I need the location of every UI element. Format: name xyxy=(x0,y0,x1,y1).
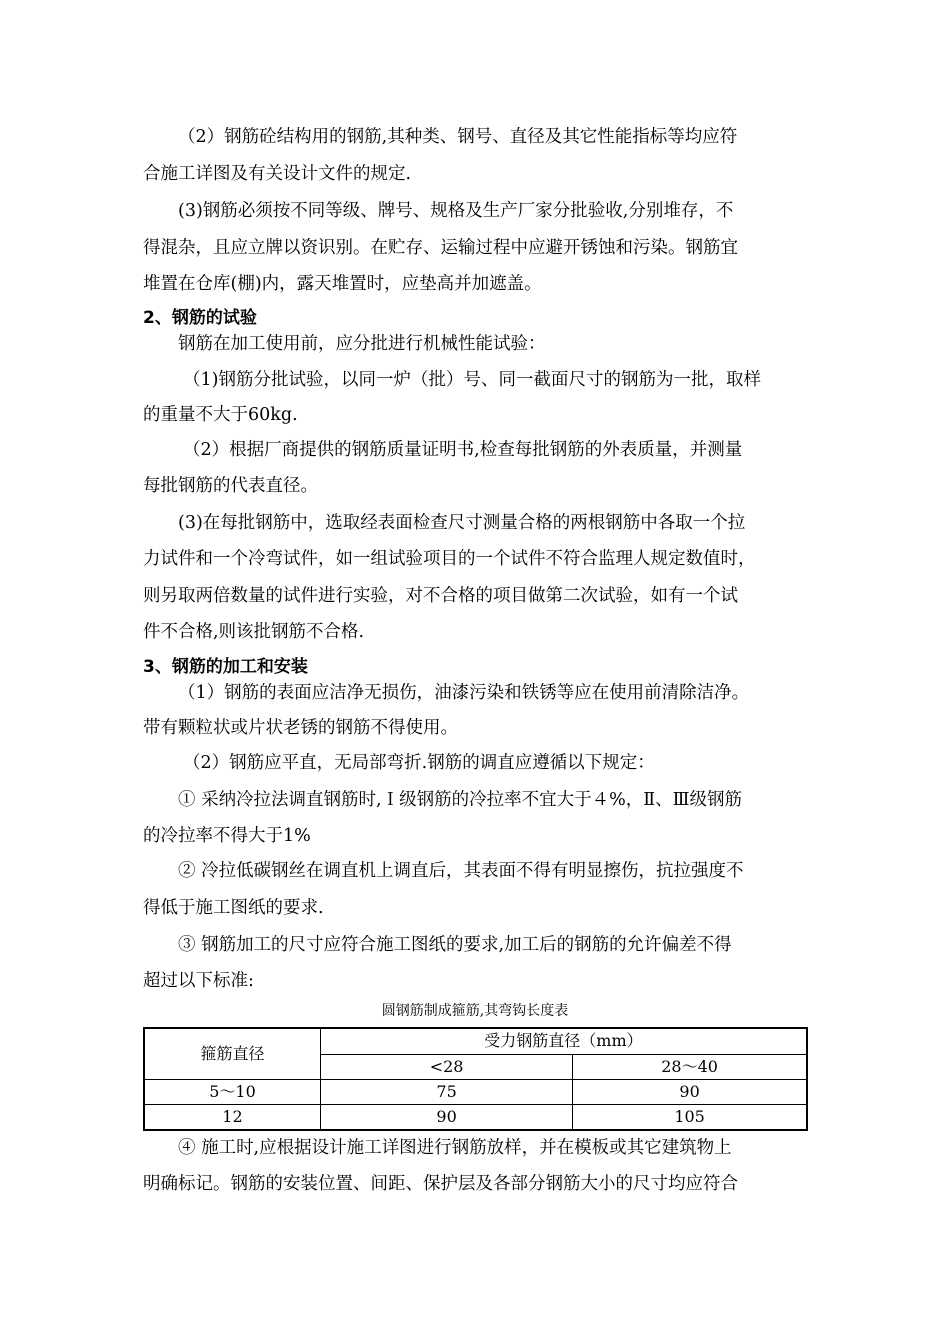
table-row xyxy=(144,1080,807,1105)
paragraph-line: 堆置在仓库(棚)内，露天堆置时，应垫高并加遮盖。 xyxy=(143,274,542,294)
paragraph-line: 得混杂，且应立牌以资识别。在贮存、运输过程中应避开锈蚀和污染。钢筋宜 xyxy=(143,238,738,258)
section-heading: 3、钢筋的加工和安装 xyxy=(143,657,308,677)
paragraph-line: 带有颗粒状或片状老锈的钢筋不得使用。 xyxy=(143,718,458,738)
paragraph-line: ① 采纳冷拉法调直钢筋时,Ｉ级钢筋的冷拉率不宜大于４%，Ⅱ、Ⅲ级钢筋 xyxy=(178,790,743,810)
table-caption: 圆钢筋制成箍筋,其弯钩长度表 xyxy=(381,1003,569,1019)
paragraph-line: ④ 施工时,应根据设计施工详图进行钢筋放样，并在模板或其它建筑物上 xyxy=(178,1138,732,1158)
paragraph-line: （2）根据厂商提供的钢筋质量证明书,检查每批钢筋的外表质量，并测量 xyxy=(183,440,743,460)
paragraph-line: 超过以下标准: xyxy=(143,971,254,991)
hook-length-table xyxy=(143,1027,808,1131)
header-stirrup-diameter: 箍筋直径 xyxy=(144,1028,320,1080)
paragraph-line: 得低于施工图纸的要求. xyxy=(143,898,324,918)
table-cell: 75 xyxy=(320,1080,572,1105)
paragraph-line: （2）钢筋砼结构用的钢筋,其种类、钢号、直径及其它性能指标等均应符 xyxy=(178,127,738,147)
paragraph-line: （2）钢筋应平直，无局部弯折.钢筋的调直应遵循以下规定： xyxy=(183,753,655,773)
table-cell: 105 xyxy=(573,1105,807,1131)
paragraph-line: 则另取两倍数量的试件进行实验，对不合格的项目做第二次试验，如有一个试 xyxy=(143,586,738,606)
table-cell: 5～10 xyxy=(144,1080,320,1105)
paragraph-line: 力试件和一个冷弯试件，如一组试验项目的一个试件不符合监理人规定数值时， xyxy=(143,549,756,569)
paragraph-line: ② 冷拉低碳钢丝在调直机上调直后，其表面不得有明显擦伤，抗拉强度不 xyxy=(178,861,744,881)
paragraph-line: 的重量不大于60kg. xyxy=(143,405,298,425)
paragraph-line: 件不合格,则该批钢筋不合格. xyxy=(143,622,365,642)
table-cell: 90 xyxy=(573,1080,807,1105)
paragraph-line: 每批钢筋的代表直径。 xyxy=(143,476,318,496)
section-heading: 2、钢筋的试验 xyxy=(143,308,257,328)
paragraph-line: ③ 钢筋加工的尺寸应符合施工图纸的要求,加工后的钢筋的允许偏差不得 xyxy=(178,935,732,955)
paragraph-line: (3)钢筋必须按不同等级、牌号、规格及生产厂家分批验收,分别堆存，不 xyxy=(178,201,734,221)
paragraph-line: 合施工详图及有关设计文件的规定. xyxy=(143,164,412,184)
table-cell: 90 xyxy=(320,1105,572,1131)
paragraph-line: 的冷拉率不得大于1% xyxy=(143,826,311,846)
paragraph-line: (3)在每批钢筋中，选取经表面检查尺寸测量合格的两根钢筋中各取一个拉 xyxy=(178,513,746,533)
paragraph-line: （1）钢筋的表面应洁净无损伤，油漆污染和铁锈等应在使用前清除洁净。 xyxy=(178,683,750,703)
table-row xyxy=(144,1105,807,1131)
paragraph-line: 明确标记。钢筋的安装位置、间距、保护层及各部分钢筋大小的尺寸均应符合 xyxy=(143,1174,738,1194)
table-header-row xyxy=(144,1028,807,1054)
paragraph-line: （1)钢筋分批试验，以同一炉（批）号、同一截面尺寸的钢筋为一批，取样 xyxy=(183,370,761,390)
paragraph-line: 钢筋在加工使用前，应分批进行机械性能试验： xyxy=(178,334,546,354)
header-col-2: 28～40 xyxy=(573,1054,807,1080)
header-main-bar-diameter: 受力钢筋直径（mm） xyxy=(320,1028,807,1054)
table-cell: 12 xyxy=(144,1105,320,1131)
header-col-1: <28 xyxy=(320,1054,572,1080)
